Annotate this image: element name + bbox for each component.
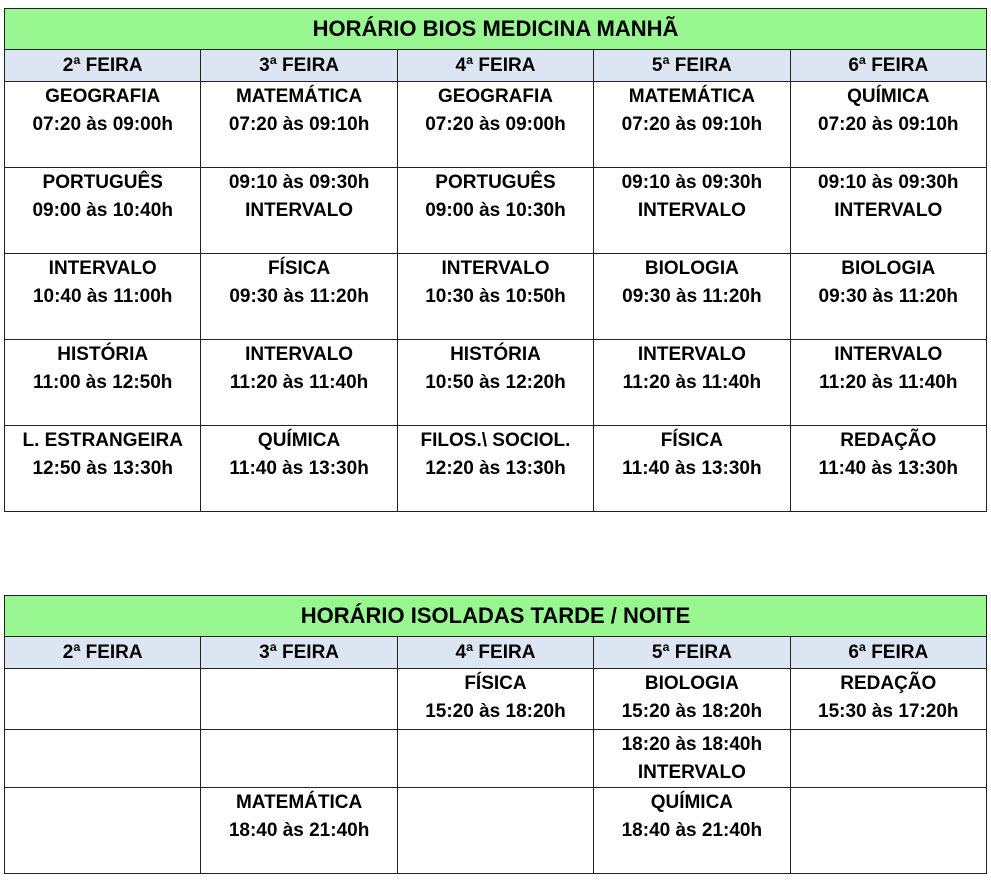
cell-line-2: 07:20 às 09:10h [228, 114, 370, 135]
morning-schedule-title: HORÁRIO BIOS MEDICINA MANHÃ [5, 9, 987, 50]
cell-line-2: 11:40 às 13:30h [229, 458, 369, 479]
cell-line-1: 09:10 às 09:30h [818, 172, 959, 193]
schedule-cell [594, 340, 790, 426]
cell-line-1: 09:10 às 09:30h [228, 172, 370, 193]
cell-line-1: PORTUGUÊS [435, 172, 556, 193]
schedule-cell [790, 168, 986, 254]
schedule-cell [790, 788, 986, 874]
afternoon-schedule-title: HORÁRIO ISOLADAS TARDE / NOITE [5, 596, 987, 637]
cell-line-2: 10:40 às 11:00h [32, 286, 173, 307]
cell-line-2: 07:20 às 09:10h [818, 114, 959, 135]
schedule-cell [397, 82, 593, 168]
schedule-cell [790, 254, 986, 340]
schedule-row [5, 340, 987, 426]
cell-line-1: REDAÇÃO [840, 430, 937, 451]
cell-line-1: FÍSICA [267, 258, 331, 279]
schedule-cell [5, 788, 201, 874]
cell-line-1: BIOLOGIA [644, 258, 739, 279]
schedule-cell [790, 730, 986, 788]
schedule-cell [790, 426, 986, 512]
cell-line-2: 11:20 às 11:40h [819, 372, 958, 393]
schedule-cell [397, 788, 593, 874]
cell-line-1: BIOLOGIA [644, 673, 739, 694]
cell-line-1: INTERVALO [637, 344, 746, 365]
cell-line-1: FÍSICA [660, 430, 723, 451]
schedule-cell [5, 730, 201, 788]
day-header: 5ª FEIRA [594, 637, 790, 669]
day-header: 3ª FEIRA [201, 637, 397, 669]
day-header: 2ª FEIRA [5, 637, 201, 669]
schedule-row [5, 788, 987, 874]
schedule-cell [594, 82, 790, 168]
cell-line-1: MATEMÁTICA [235, 86, 363, 107]
schedule-cell [397, 340, 593, 426]
schedule-cell [594, 669, 790, 730]
schedule-cell [594, 788, 790, 874]
cell-line-2: INTERVALO [637, 200, 746, 221]
day-header: 6ª FEIRA [790, 50, 986, 82]
schedule-cell [201, 340, 397, 426]
cell-line-2: 18:40 às 21:40h [228, 820, 370, 841]
schedule-cell [5, 82, 201, 168]
cell-line-1: QUÍMICA [257, 430, 341, 451]
cell-line-1: PORTUGUÊS [42, 172, 163, 193]
cell-line-1: MATEMÁTICA [235, 792, 363, 813]
schedule-cell [201, 788, 397, 874]
schedule-cell [397, 669, 593, 730]
schedule-cell [790, 82, 986, 168]
cell-line-1: GEOGRAFIA [45, 86, 161, 107]
schedule-cell [201, 730, 397, 788]
cell-line-2: 15:20 às 18:20h [621, 701, 763, 722]
schedule-cell [201, 168, 397, 254]
cell-line-2: 11:40 às 13:30h [622, 458, 762, 479]
cell-line-2: INTERVALO [637, 762, 746, 783]
schedule-row [5, 168, 987, 254]
cell-line-1: HISTÓRIA [450, 344, 541, 365]
schedule-cell [201, 254, 397, 340]
cell-line-1: INTERVALO [834, 344, 943, 365]
schedule-cell [397, 730, 593, 788]
schedule-cell [397, 168, 593, 254]
cell-line-1: HISTÓRIA [57, 344, 149, 365]
cell-line-2: 11:00 às 12:50h [32, 372, 173, 393]
day-header: 3ª FEIRA [201, 50, 397, 82]
day-header: 4ª FEIRA [397, 50, 593, 82]
day-header: 2ª FEIRA [5, 50, 201, 82]
cell-line-2: 09:30 às 11:20h [818, 286, 958, 307]
afternoon-schedule-table [4, 595, 987, 874]
cell-line-1: INTERVALO [245, 344, 354, 365]
morning-schedule-table [4, 8, 987, 512]
cell-line-1: FÍSICA [464, 673, 527, 694]
cell-line-1: BIOLOGIA [841, 258, 936, 279]
schedule-cell [201, 82, 397, 168]
cell-line-2: 12:50 às 13:30h [32, 458, 173, 479]
cell-line-2: INTERVALO [834, 200, 943, 221]
schedule-cell [594, 254, 790, 340]
cell-line-2: 10:30 às 10:50h [425, 286, 566, 307]
day-header: 5ª FEIRA [594, 50, 790, 82]
schedule-row [5, 730, 987, 788]
cell-line-1: QUÍMICA [650, 792, 734, 813]
cell-line-2: 10:50 às 12:20h [425, 372, 566, 393]
cell-line-2: 11:20 às 11:40h [229, 372, 369, 393]
cell-line-2: 09:30 às 11:20h [229, 286, 369, 307]
cell-line-1: 09:10 às 09:30h [621, 172, 763, 193]
cell-line-2: 09:00 às 10:40h [32, 200, 173, 221]
cell-line-2: INTERVALO [245, 200, 354, 221]
cell-line-2: 12:20 às 13:30h [425, 458, 566, 479]
schedule-cell [201, 426, 397, 512]
schedule-cell [201, 669, 397, 730]
day-header: 4ª FEIRA [397, 637, 593, 669]
cell-line-1: QUÍMICA [847, 86, 930, 107]
schedule-cell [5, 340, 201, 426]
cell-line-1: 18:20 às 18:40h [621, 734, 763, 755]
schedule-cell [5, 426, 201, 512]
schedule-cell [5, 669, 201, 730]
cell-line-1: INTERVALO [441, 258, 550, 279]
schedule-cell [5, 254, 201, 340]
schedule-row [5, 669, 987, 730]
cell-line-1: MATEMÁTICA [628, 86, 756, 107]
schedule-cell [397, 254, 593, 340]
cell-line-2: 18:40 às 21:40h [621, 820, 763, 841]
cell-line-1: REDAÇÃO [840, 673, 937, 694]
schedule-row [5, 426, 987, 512]
cell-line-2: 09:30 às 11:20h [622, 286, 762, 307]
cell-line-2: 07:20 às 09:10h [621, 114, 763, 135]
schedule-cell [790, 669, 986, 730]
schedule-cell [594, 168, 790, 254]
day-header: 6ª FEIRA [790, 637, 986, 669]
schedule-row [5, 82, 987, 168]
schedule-cell [397, 426, 593, 512]
cell-line-2: 11:40 às 13:30h [818, 458, 958, 479]
cell-line-1: GEOGRAFIA [437, 86, 553, 107]
cell-line-2: 07:20 às 09:00h [32, 114, 173, 135]
cell-line-1: INTERVALO [48, 258, 157, 279]
schedule-cell [790, 340, 986, 426]
schedule-row [5, 254, 987, 340]
schedule-cell [5, 168, 201, 254]
schedule-cell [594, 730, 790, 788]
cell-line-2: 07:20 às 09:00h [425, 114, 566, 135]
cell-line-2: 15:30 às 17:20h [818, 701, 959, 722]
cell-line-1: L. ESTRANGEIRA [22, 430, 183, 451]
cell-line-2: 09:00 às 10:30h [425, 200, 566, 221]
cell-line-2: 11:20 às 11:40h [622, 372, 762, 393]
cell-line-2: 15:20 às 18:20h [425, 701, 566, 722]
schedule-cell [594, 426, 790, 512]
cell-line-1: FILOS.\ SOCIOL. [420, 430, 571, 451]
